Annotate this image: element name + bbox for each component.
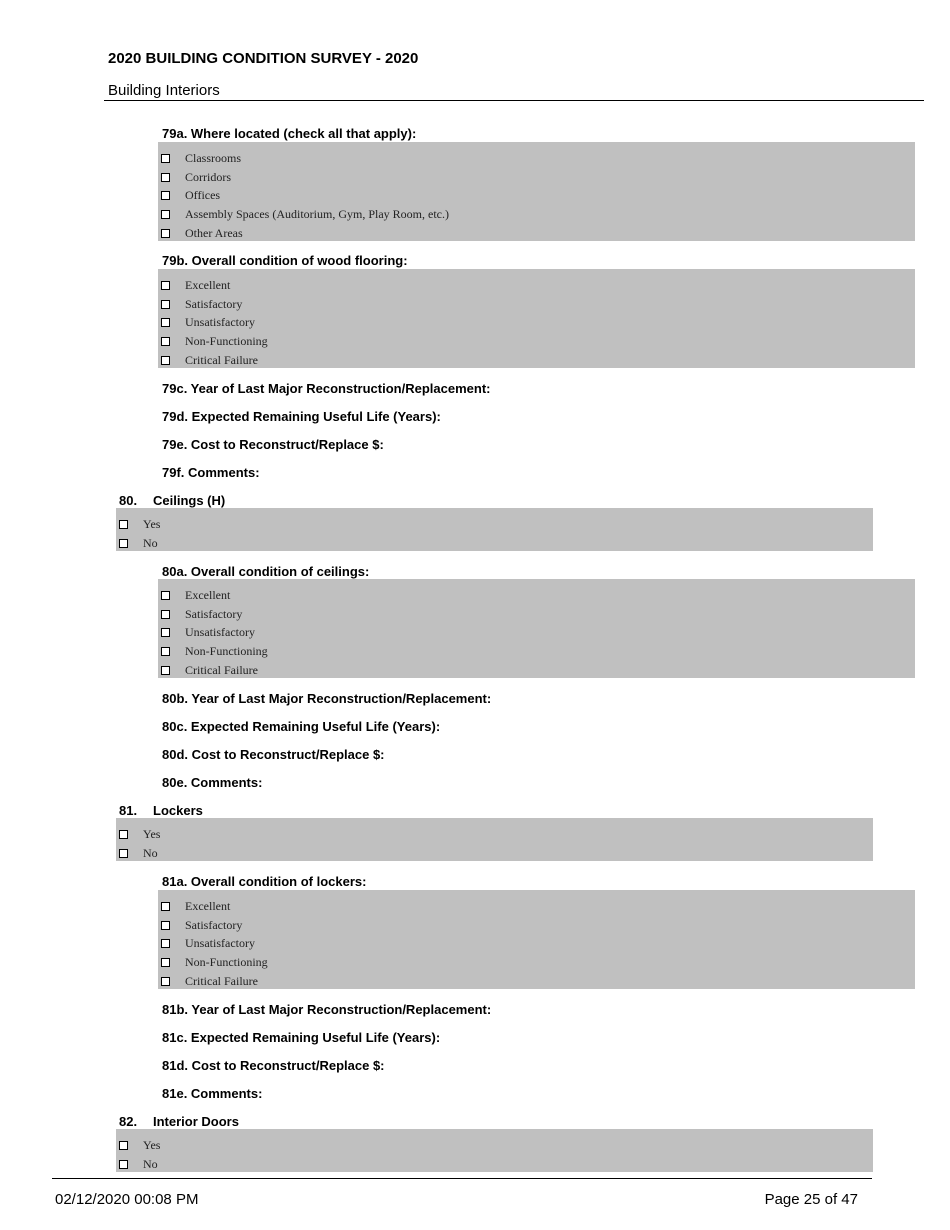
option-critical-failure[interactable]: Critical Failure [161,351,258,370]
checkbox[interactable] [119,539,128,548]
option-corridors[interactable]: Corridors [161,168,231,187]
checkbox[interactable] [161,628,170,637]
question-79b-label: 79b. Overall condition of wood flooring: [162,253,408,268]
checkbox[interactable] [161,154,170,163]
question-79e-label: 79e. Cost to Reconstruct/Replace $: [162,437,384,452]
option-excellent[interactable]: Excellent [161,586,230,605]
question-81b-label: 81b. Year of Last Major Reconstruction/Replacement: [162,1002,492,1017]
footer-divider [52,1178,872,1179]
section-title: Building Interiors [108,82,220,99]
header-divider [104,100,924,101]
checkbox[interactable] [161,229,170,238]
question-79f-label: 79f. Comments: [162,465,260,480]
question-80b-label: 80b. Year of Last Major Reconstruction/Replacement: [162,691,492,706]
option-excellent[interactable]: Excellent [161,276,230,295]
question-80d-label: 80d. Cost to Reconstruct/Replace $: [162,747,385,762]
checkbox[interactable] [161,921,170,930]
option-no[interactable]: No [119,1155,158,1174]
option-classrooms[interactable]: Classrooms [161,149,241,168]
options-82-panel [116,1129,873,1172]
question-82-heading: 82. Interior Doors [119,1114,239,1129]
option-critical-failure[interactable]: Critical Failure [161,972,258,991]
checkbox[interactable] [161,610,170,619]
question-81-heading: 81. Lockers [119,803,203,818]
question-81c-label: 81c. Expected Remaining Useful Life (Years): [162,1030,441,1045]
checkbox[interactable] [161,210,170,219]
option-non-functioning[interactable]: Non-Functioning [161,953,268,972]
options-81-panel [116,818,873,861]
question-81d-label: 81d. Cost to Reconstruct/Replace $: [162,1058,385,1073]
question-81e-label: 81e. Comments: [162,1086,263,1101]
checkbox[interactable] [161,591,170,600]
option-yes[interactable]: Yes [119,1136,160,1155]
checkbox[interactable] [161,647,170,656]
checkbox[interactable] [161,191,170,200]
checkbox[interactable] [119,830,128,839]
option-no[interactable]: No [119,534,158,553]
question-79d-label: 79d. Expected Remaining Useful Life (Years): [162,409,441,424]
option-non-functioning[interactable]: Non-Functioning [161,642,268,661]
checkbox[interactable] [161,356,170,365]
question-79a-label: 79a. Where located (check all that apply): [162,126,417,141]
checkbox[interactable] [161,337,170,346]
checkbox[interactable] [161,300,170,309]
checkbox[interactable] [119,1141,128,1150]
question-80c-label: 80c. Expected Remaining Useful Life (Years): [162,719,441,734]
checkbox[interactable] [161,958,170,967]
footer-timestamp: 02/12/2020 00:08 PM [55,1191,199,1208]
checkbox[interactable] [161,318,170,327]
checkbox[interactable] [161,173,170,182]
question-79c-label: 79c. Year of Last Major Reconstruction/Replacement: [162,381,491,396]
question-80-heading: 80. Ceilings (H) [119,493,226,508]
option-non-functioning[interactable]: Non-Functioning [161,332,268,351]
question-80a-label: 80a. Overall condition of ceilings: [162,564,370,579]
option-unsatisfactory[interactable]: Unsatisfactory [161,934,255,953]
checkbox[interactable] [119,1160,128,1169]
option-unsatisfactory[interactable]: Unsatisfactory [161,623,255,642]
checkbox[interactable] [119,849,128,858]
option-no[interactable]: No [119,844,158,863]
option-critical-failure[interactable]: Critical Failure [161,661,258,680]
checkbox[interactable] [161,281,170,290]
option-offices[interactable]: Offices [161,186,220,205]
option-satisfactory[interactable]: Satisfactory [161,605,242,624]
options-79a-panel [158,142,915,241]
option-unsatisfactory[interactable]: Unsatisfactory [161,313,255,332]
checkbox[interactable] [161,902,170,911]
question-80e-label: 80e. Comments: [162,775,263,790]
option-excellent[interactable]: Excellent [161,897,230,916]
option-yes[interactable]: Yes [119,515,160,534]
options-79b-panel [158,269,915,368]
checkbox[interactable] [119,520,128,529]
option-assembly-spaces[interactable]: Assembly Spaces (Auditorium, Gym, Play Room, etc.) [161,205,449,224]
checkbox[interactable] [161,977,170,986]
options-80-panel [116,508,873,551]
option-satisfactory[interactable]: Satisfactory [161,295,242,314]
options-81a-panel [158,890,915,989]
option-yes[interactable]: Yes [119,825,160,844]
options-80a-panel [158,579,915,678]
option-other-areas[interactable]: Other Areas [161,224,243,243]
checkbox[interactable] [161,939,170,948]
option-satisfactory[interactable]: Satisfactory [161,916,242,935]
question-81a-label: 81a. Overall condition of lockers: [162,874,367,889]
survey-title: 2020 BUILDING CONDITION SURVEY - 2020 [108,50,419,67]
page-number: Page 25 of 47 [764,1191,858,1208]
checkbox[interactable] [161,666,170,675]
